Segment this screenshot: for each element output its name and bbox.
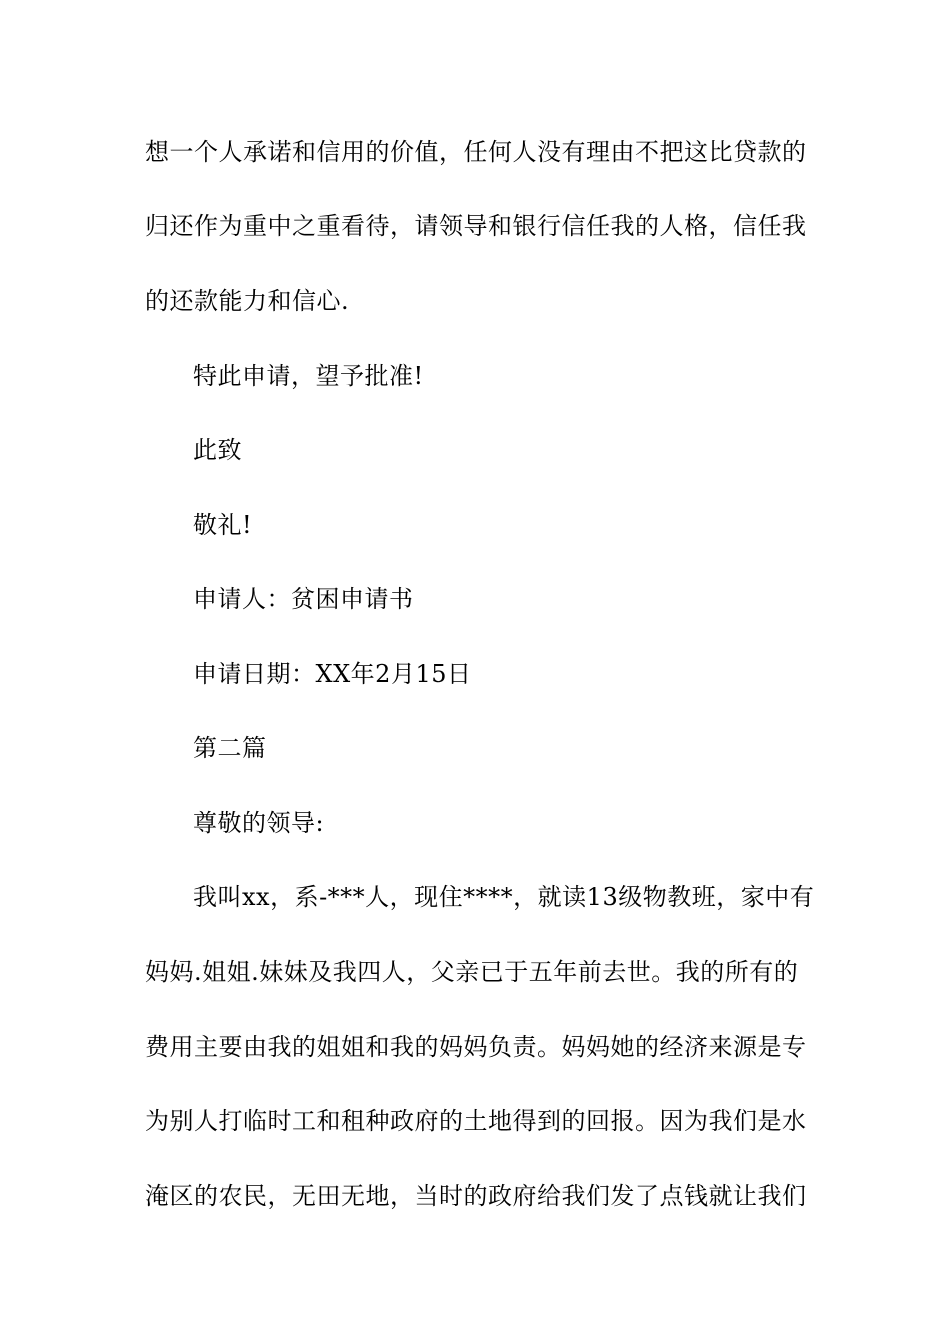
paragraph-line: 淹区的农民，无田无地，当时的政府给我们发了点钱就让我们 — [145, 1182, 807, 1210]
paragraph-line: 的还款能力和信心. — [145, 287, 350, 315]
section-heading: 第二篇 — [193, 734, 267, 762]
application-date-line: 申请日期：XX年2月15日 — [193, 660, 472, 688]
paragraph-line: 我叫xx，系-***人，现住****，就读13级物教班，家中有 — [193, 883, 815, 911]
paragraph-line: 费用主要由我的姐姐和我的妈妈负责。妈妈她的经济来源是专 — [145, 1033, 807, 1061]
paragraph-line: 归还作为重中之重看待，请领导和银行信任我的人格，信任我 — [145, 212, 807, 240]
salutation-line: 敬礼! — [193, 511, 253, 539]
greeting-line: 尊敬的领导: — [193, 809, 325, 837]
applicant-line: 申请人：贫困申请书 — [193, 585, 414, 613]
closing-request-line: 特此申请，望予批准! — [193, 362, 424, 390]
paragraph-line: 想一个人承诺和信用的价值，任何人没有理由不把这比贷款的 — [145, 138, 807, 166]
paragraph-line: 妈妈.姐姐.妹妹及我四人，父亲已于五年前去世。我的所有的 — [145, 958, 799, 986]
salutation-line: 此致 — [193, 436, 242, 464]
paragraph-line: 为别人打临时工和租种政府的土地得到的回报。因为我们是水 — [145, 1107, 807, 1135]
